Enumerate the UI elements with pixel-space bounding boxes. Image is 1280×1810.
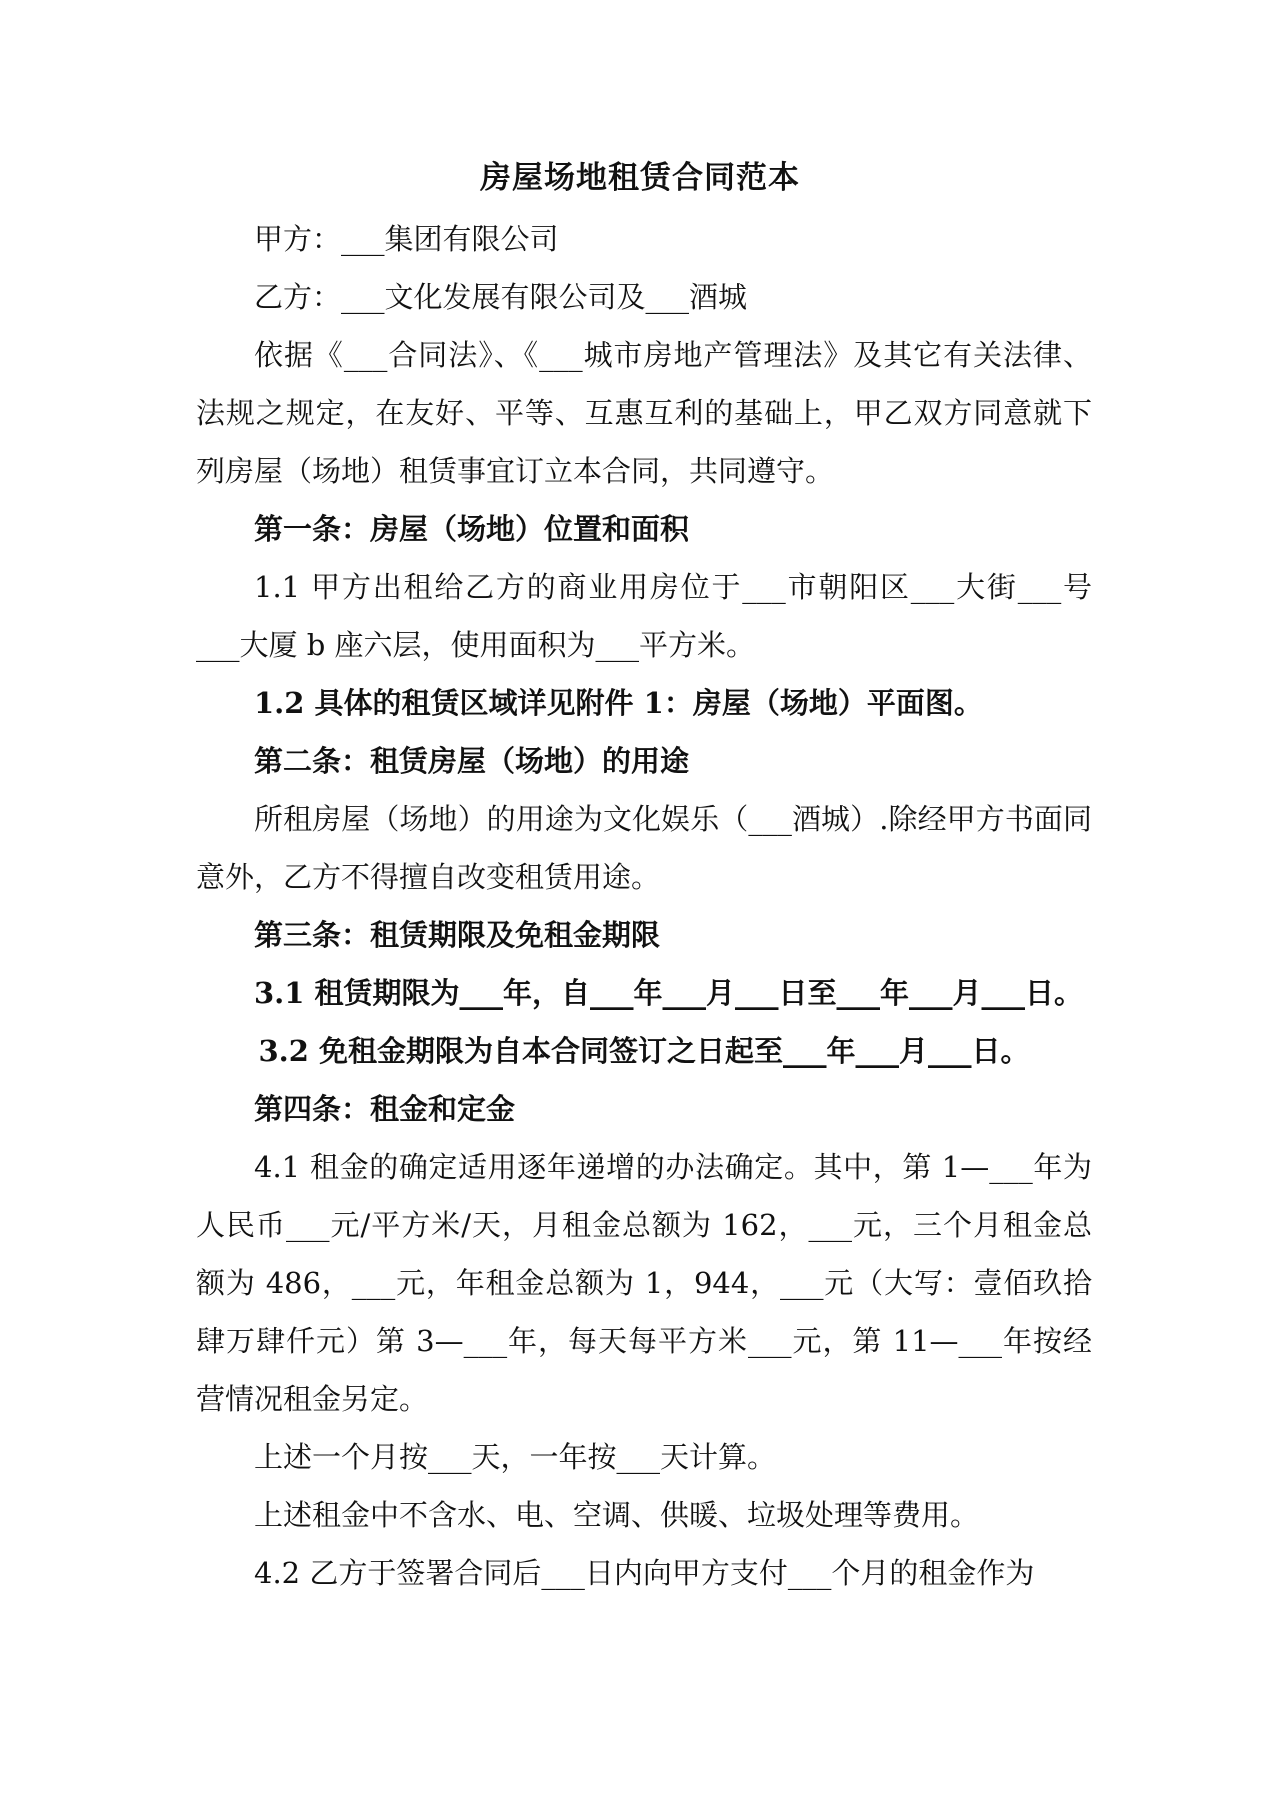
clause-4-2: 4.2 乙方于签署合同后___日内向甲方支付___个月的租金作为 bbox=[254, 1556, 1035, 1590]
party-b-line: 乙方：___文化发展有限公司及___酒城 bbox=[254, 280, 748, 314]
party-a-line: 甲方：___集团有限公司 bbox=[254, 222, 559, 256]
article-4-heading: 第四条：租金和定金 bbox=[254, 1092, 516, 1126]
preamble-paragraph: 依据《___合同法》、《___城市房地产管理法》及其它有关法律、法规之规定，在友好、平等、互惠互利的基础上，甲乙双方同意就下列房屋（场地）租赁事宜订立本合同，共同遵守。 bbox=[196, 338, 1092, 488]
rent-exclusion-note: 上述租金中不含水、电、空调、供暖、垃圾处理等费用。 bbox=[254, 1498, 980, 1532]
document-title: 房屋场地租赁合同范本 bbox=[480, 160, 800, 196]
clause-4-1: 4.1 租金的确定适用逐年递增的办法确定。其中，第 1—___年为人民币___元/平方米/天，月租金总额为 162，___元，三个月租金总额为 486，___元，年租金总额为 1，944，___元（大写：壹佰玖拾肆万肆仟元）第 3—___年，每天每平方米___元，第 11—___年按经营情况租金另定。 bbox=[196, 1150, 1092, 1416]
article-3-heading: 第三条：租赁期限及免租金期限 bbox=[254, 918, 661, 952]
month-year-calc-note: 上述一个月按___天，一年按___天计算。 bbox=[254, 1440, 777, 1474]
article-1-heading: 第一条：房屋（场地）位置和面积 bbox=[254, 512, 690, 546]
clause-1-1: 1.1 甲方出租给乙方的商业用房位于___市朝阳区___大街___号___大厦 b 座六层，使用面积为___平方米。 bbox=[196, 570, 1092, 662]
document-body bbox=[196, 210, 1092, 1602]
clause-1-2: 1.2 具体的租赁区域详见附件 1：房屋（场地）平面图。 bbox=[254, 686, 983, 720]
article-2-paragraph: 所租房屋（场地）的用途为文化娱乐（___酒城）.除经甲方书面同意外，乙方不得擅自改变租赁用途。 bbox=[196, 802, 1092, 894]
clause-3-1: 3.1 租赁期限为___年，自___年___月___日至___年___月___日。 bbox=[254, 976, 1084, 1010]
article-2-heading: 第二条：租赁房屋（场地）的用途 bbox=[254, 744, 690, 778]
clause-3-2: 3.2 免租金期限为自本合同签订之日起至___年___月___日。 bbox=[258, 1034, 1030, 1068]
